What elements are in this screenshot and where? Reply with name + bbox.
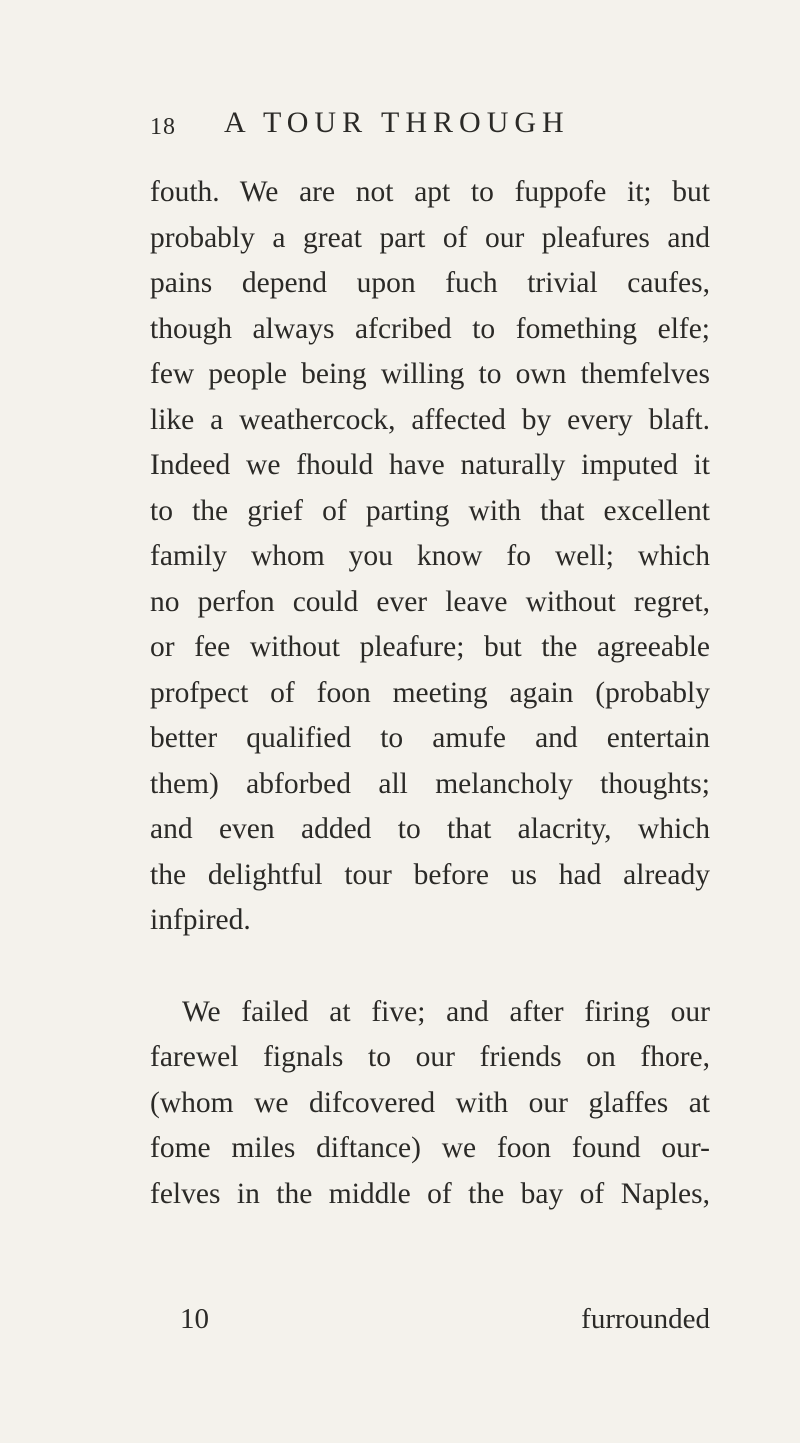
text-line: probably a great part of our pleafures and [150,221,710,254]
text-line: better qualified to amufe and entertain [150,722,710,754]
text-line: fome miles diftance) we foon found our- [150,1132,710,1164]
text-line: to the grief of parting with that excellent [150,494,710,527]
page-number: 18 [150,114,176,140]
text-line: Indeed we fhould have naturally imputed it [150,449,710,481]
text-line: fouth. We are not apt to fuppofe it; but [150,176,710,208]
running-title: A TOUR THROUGH [224,106,570,139]
text-line: profpect of foon meeting again (probably [150,676,710,709]
paragraph-2 [150,990,710,1218]
signature-mark: 10 [180,1303,209,1335]
text-line: them) abforbed all melancholy thoughts; [150,767,710,800]
text-line: though always afcribed to fomething elfe; [150,312,710,345]
text-line: few people being willing to own themfelves [150,358,710,390]
text-line: pains depend upon fuch trivial caufes, [150,267,710,299]
running-header [150,106,690,150]
paragraph-1 [150,170,710,944]
text-line: no perfon could ever leave without regret, [150,585,710,618]
text-line: family whom you know fo well; which [150,540,710,572]
catchword: furrounded [581,1303,710,1335]
text-line: or fee without pleafure; but the agreeable [150,631,710,663]
text-line: farewel fignals to our friends on fhore, [150,1041,710,1073]
body-text [150,170,710,1217]
paragraph-gap [150,944,710,990]
text-line: felves in the middle of the bay of Naples, [150,1177,710,1210]
text-line: and even added to that alacrity, which [150,813,710,845]
text-line: We failed at five; and after firing our [182,995,710,1028]
page-footer [150,1303,710,1343]
text-line: like a weathercock, affected by every blaft. [150,403,710,436]
text-line: (whom we difcovered with our glaffes at [150,1086,710,1119]
text-line: the delightful tour before us had already [150,858,710,891]
text-line: infpired. [150,904,251,936]
